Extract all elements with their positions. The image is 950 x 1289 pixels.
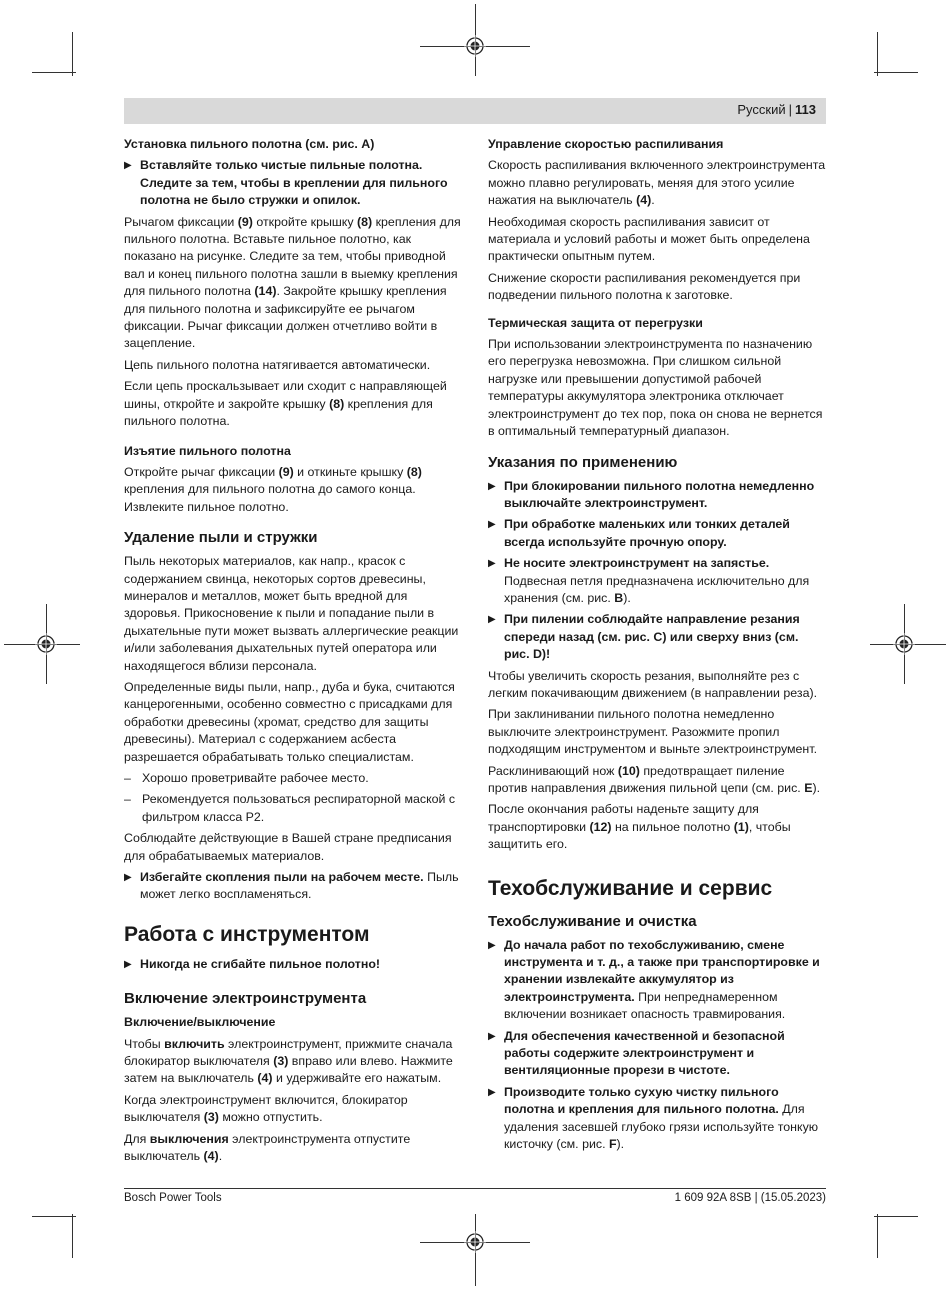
paragraph: Пыль некоторых материалов, как напр., красок с содержанием свинца, некоторых сортов древесины, минералов и металлов, может быть вредной для здоровья. Прикосновение к пыли и попадание пыли в дыхательные пути может вызвать аллергические реакции и/или заболевания дыхательных путей оператора или находящегося вблизи персонала. [124,554,459,673]
registration-mark-icon [35,633,57,655]
warning-item: ▶ Вставляйте только чистые пильные полотна. Следите за тем, чтобы в креплении для пильного полотна не было стружки и опилок. [124,158,448,208]
registration-mark-icon [464,1231,486,1253]
section-heading: Техобслуживание и очистка [488,912,697,930]
header-language: Русский [737,102,786,117]
paragraph: Скорость распиливания включенного электроинструмента можно плавно регулировать, меняя для этого усилие нажатия на выключатель (4). [488,158,826,208]
paragraph: При заклинивании пильного полотна немедленно выключите электроинструмент. Разожмите пропил подходящим инструментом и выньте электроинструмент. [488,707,818,757]
paragraph: Если цепь проскальзывает или сходит с направляющей шины, откройте и закройте крышку (8) крепления для пильного полотна. [124,379,447,429]
paragraph: При использовании электроинструмента по назначению его перегрузка невозможна. При слишком сильной нагрузке или превышении допустимой рабочей температуры аккумулятора электроника отключает электроинструмент до тех пор, пока он снова не вернется в оптимальный температурный диапазон. [488,337,823,439]
triangle-right-icon: ▶ [488,519,496,531]
crop-mark [32,1216,76,1217]
list-item: – Хорошо проветривайте рабочее место. [124,771,369,785]
warning-item: ▶ Избегайте скопления пыли на рабочем месте. Пыль может легко воспламеняться. [124,870,459,902]
registration-mark-icon [893,633,915,655]
crop-mark [874,72,918,73]
list-item: – Рекомендуется пользоваться респираторной маской с фильтром класса P2. [124,792,456,824]
crop-mark [72,1214,73,1258]
section-heading: Включение электроинструмента [124,990,367,1008]
paragraph: Чтобы включить электроинструмент, прижмите сначала блокиратор выключателя (3) вправо или влево. Нажмите затем на выключатель (4) и удерживайте его нажатым. [124,1036,453,1086]
warning-item: ▶ При блокировании пильного полотна немедленно выключайте электроинструмент. [488,478,815,510]
crop-mark [72,32,73,76]
right-column [488,136,826,1158]
warning-item: ▶ При пилении соблюдайте направление резания спереди назад (см. рис. C) или сверху вниз (см. рис. D)! [488,612,800,662]
section-heading: Указания по применению [488,453,678,471]
registration-mark-icon [464,35,486,57]
triangle-right-icon: ▶ [124,160,132,172]
crop-mark [874,1216,918,1217]
footer-doc-id: 1 609 92A 8SB | (15.05.2023) [674,1192,826,1204]
warning-item: ▶ При обработке маленьких или тонких деталей всегда используйте прочную опору. [488,517,790,549]
warning-item: ▶ Не носите электроинструмент на запястье. Подвесная петля предназначена исключительно для хранения (см. рис. B). [488,556,810,605]
page-number: 113 [795,102,816,117]
paragraph: Снижение скорости распиливания рекомендуется при подведении пильного полотна к заготовке. [488,270,801,303]
sub-heading: Включение/выключение [124,1015,276,1030]
warning-item: ▶ Производите только сухую чистку пильного полотна и крепления для пильного полотна. Для удаления засевшей глубоко грязи используйте тонкую кисточку (см. рис. F). [488,1084,819,1152]
left-column [124,136,462,1170]
section-heading: Термическая защита от перегрузки [488,315,703,330]
footer-brand: Bosch Power Tools [124,1192,222,1204]
section-heading: Изъятие пильного полотна [124,443,291,458]
paragraph: Расклинивающий нож (10) предотвращает пиление против направления движения пильной цепи (см. рис. E). [488,763,821,795]
paragraph: После окончания работы наденьте защиту для транспортировки (12) на пильное полотно (1), чтобы защитить его. [488,802,791,852]
paragraph: Соблюдайте действующие в Вашей стране предписания для обрабатываемых материалов. [124,831,452,863]
triangle-right-icon: ▶ [488,939,496,951]
paragraph: Определенные виды пыли, напр., дуба и бука, считаются канцерогенными, особенно совместно с присадками для обработки древесины (хромат, средство для защиты древесины). Материал с содержанием асбеста разрешается обрабатывать только специалистам. [124,679,455,764]
warning-item: ▶ Никогда не сгибайте пильное полотно! [124,956,462,973]
paragraph: Необходимая скорость распиливания зависит от материала и условий работы и может быть определена практически опытным путем. [488,214,810,264]
header-text: Русский | 113 [737,102,816,117]
paragraph: Чтобы увеличить скорость резания, выполняйте рез с легким покачивающим движением (в направлении реза). [488,668,818,700]
crop-mark [877,1214,878,1258]
triangle-right-icon: ▶ [488,1030,496,1042]
triangle-right-icon: ▶ [488,1086,496,1098]
triangle-right-icon: ▶ [488,480,496,492]
paragraph: Откройте рычаг фиксации (9) и откиньте крышку (8) крепления для пильного полотна до самого конца. Извлеките пильное полотно. [124,464,422,514]
triangle-right-icon: ▶ [124,872,132,884]
warning-item: ▶ Для обеспечения качественной и безопасной работы содержите электроинструмент и вентиляционные прорези в чистоте. [488,1028,785,1078]
section-heading: Установка пильного полотна (см. рис. A) [124,137,375,151]
footer-divider [124,1188,826,1189]
paragraph: Для выключения электроинструмента отпустите выключатель (4). [124,1131,411,1164]
section-heading: Управление скоростью распиливания [488,137,724,151]
warning-item: ▶ До начала работ по техобслуживанию, смене инструмента и т. д., а также при транспортировке и хранении извлекайте аккумулятор из электроинструмента. При непреднамеренном включении возникает опасность травмирования. [488,937,820,1022]
page-header [124,98,826,124]
crop-mark [877,32,878,76]
paragraph: Рычагом фиксации (9) откройте крышку (8) крепления для пильного полотна. Вставьте пильное полотно, как показано на рисунке. Следите за тем, чтобы приводной вал и конец пильного полотна зашли в выемку крепления для пильного полотна (14). Закройте крышку крепления для пильного полотна и зафиксируйте ее рычагом фиксации. Рычаг фиксации должен отчетливо войти в зацепление. [124,214,461,351]
triangle-right-icon: ▶ [488,614,496,626]
triangle-right-icon: ▶ [124,958,132,970]
chapter-heading: Техобслуживание и сервис [488,876,773,900]
section-heading: Удаление пыли и стружки [124,529,318,547]
paragraph: Когда электроинструмент включится, блокиратор выключателя (3) можно отпустить. [124,1092,408,1125]
chapter-heading: Работа с инструментом [124,922,370,946]
triangle-right-icon: ▶ [488,558,496,570]
crop-mark [32,72,76,73]
paragraph: Цепь пильного полотна натягивается автоматически. [124,357,431,372]
